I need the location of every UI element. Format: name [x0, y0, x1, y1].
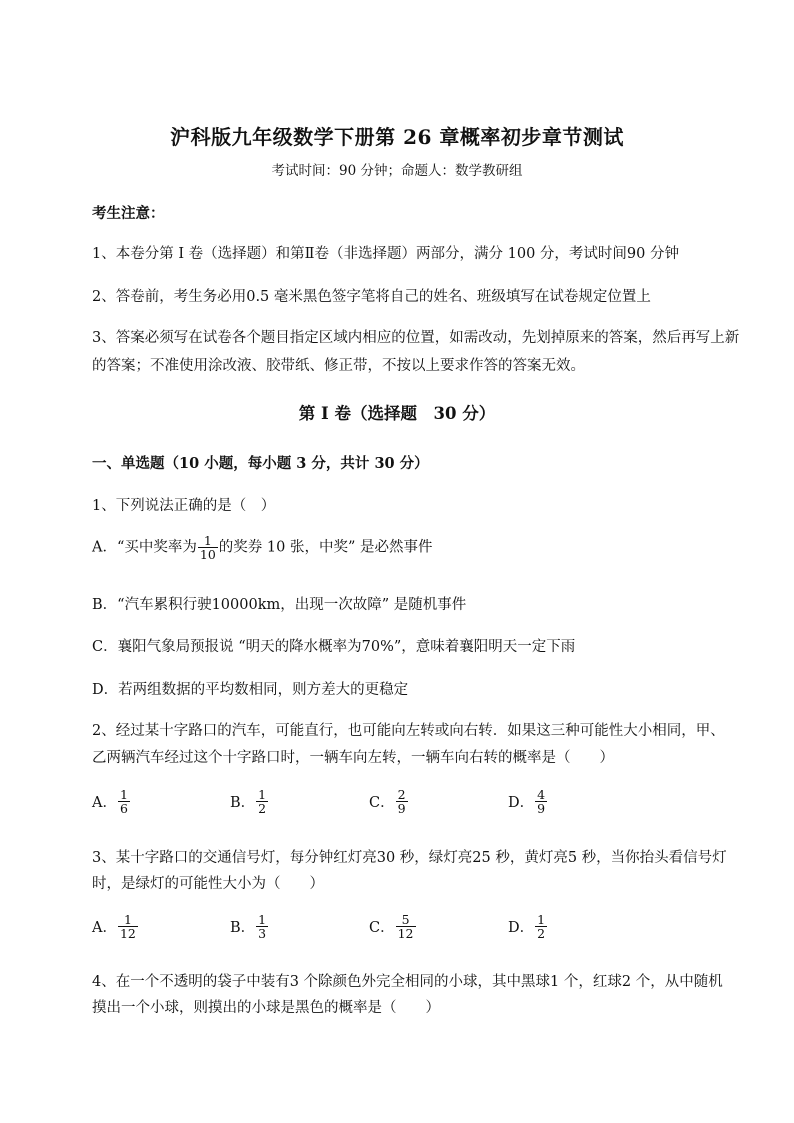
q1-option-b: B．“汽车累积行驶10000km，出现一次故障” 是随机事件 [92, 597, 467, 613]
q1-option-c: C．襄阳气象局预报说 “明天的降水概率为70%”，意味着襄阳明天一定下雨 [92, 639, 576, 655]
q1-option-a-post: 的奖券 10 张，中奖” 是必然事件 [218, 539, 433, 556]
fraction-denominator: 2 [537, 926, 546, 942]
q3-option-d [508, 913, 548, 940]
fraction-numerator: 1 [119, 787, 128, 802]
fraction-denominator: 12 [397, 926, 414, 942]
option-fraction [396, 788, 408, 815]
q1-stem: 1、下列说法正确的是（ ） [92, 498, 276, 514]
q2-stem-line-2: 乙两辆汽车经过这个十字路口时，一辆车向左转，一辆车向右转的概率是（ ） [92, 750, 614, 766]
fraction-numerator: 4 [537, 787, 546, 802]
fraction-numerator: 5 [396, 913, 416, 927]
fraction-denominator: 9 [397, 801, 406, 817]
fraction-numerator: 1 [537, 912, 546, 927]
exam-info: 考试时间：90 分钟；命题人：数学教研组 [271, 163, 523, 179]
part-heading: 一、单选题（10 小题，每小题 3 分，共计 30 分） [92, 455, 429, 472]
q3-option-b [230, 913, 269, 940]
notice-item-3-line-1: 3、答案必须写在试卷各个题目指定区域内相应的位置，如需改动，先划掉原来的答案，然后再写上新 [92, 330, 740, 346]
option-label: B． [230, 795, 256, 812]
fraction-denominator: 9 [537, 801, 546, 817]
fraction-numerator: 1 [198, 534, 218, 548]
option-label: D． [508, 795, 535, 812]
q2-option-d [508, 788, 548, 815]
option-label: A． [92, 920, 117, 937]
q4-stem-line-1: 4、在一个不透明的袋子中装有3 个除颜色外完全相同的小球，其中黑球1 个，红球2 个，从中随机 [92, 974, 723, 990]
page-title: 沪科版九年级数学下册第 26 章概率初步章节测试 [170, 125, 624, 149]
q2-stem-line-1: 2、经过某十字路口的汽车，可能直行，也可能向左转或向右转．如果这三种可能性大小相同，甲、 [92, 723, 725, 739]
q1-option-a-pre: A．“买中奖率为 [92, 539, 197, 556]
option-fraction [118, 788, 130, 815]
option-fraction [535, 788, 547, 815]
notice-item-3-line-2: 的答案；不准使用涂改液、胶带纸、修正带，不按以上要求作答的答案无效。 [92, 358, 585, 374]
q2-option-c [369, 788, 409, 815]
fraction-denominator: 2 [258, 801, 267, 817]
q2-option-a [92, 788, 131, 815]
q3-option-c [369, 913, 417, 940]
q4-stem-line-2: 摸出一个小球，则摸出的小球是黑色的概率是（ ） [92, 1000, 440, 1016]
q1-option-a-fraction [198, 534, 218, 561]
section-title: 第 I 卷（选择题 30 分） [298, 404, 496, 423]
notice-item-2: 2、答卷前，考生务必用0.5 毫米黑色签字笔将自己的姓名、班级填写在试卷规定位置上 [92, 289, 651, 305]
fraction-denominator: 3 [258, 926, 267, 942]
option-fraction [256, 913, 268, 940]
option-fraction [256, 788, 268, 815]
fraction-denominator: 12 [119, 926, 136, 942]
option-label: B． [230, 920, 256, 937]
fraction-denominator: 6 [119, 801, 128, 817]
fraction-numerator: 1 [258, 787, 267, 802]
fraction-numerator: 2 [397, 787, 406, 802]
q2-option-b [230, 788, 269, 815]
q1-option-a [92, 534, 433, 561]
option-label: D． [508, 920, 535, 937]
notice-item-1: 1、本卷分第 I 卷（选择题）和第Ⅱ卷（非选择题）两部分，满分 100 分，考试时间90 分钟 [92, 246, 679, 262]
q3-stem-line-2: 时，是绿灯的可能性大小为（ ） [92, 876, 324, 892]
fraction-numerator: 1 [118, 913, 138, 927]
q3-stem-line-1: 3、某十字路口的交通信号灯，每分钟红灯亮30 秒，绿灯亮25 秒，黄灯亮5 秒，当你抬头看信号灯 [92, 850, 727, 866]
fraction-numerator: 1 [258, 912, 267, 927]
notice-heading: 考生注意： [92, 205, 165, 222]
option-fraction [535, 913, 547, 940]
q3-option-a [92, 913, 139, 940]
option-fraction [118, 913, 138, 940]
fraction-denominator: 10 [199, 547, 216, 563]
option-label: C． [369, 920, 395, 937]
option-label: A． [92, 795, 117, 812]
q1-option-d: D．若两组数据的平均数相同，则方差大的更稳定 [92, 682, 409, 698]
option-fraction [396, 913, 416, 940]
option-label: C． [369, 795, 395, 812]
